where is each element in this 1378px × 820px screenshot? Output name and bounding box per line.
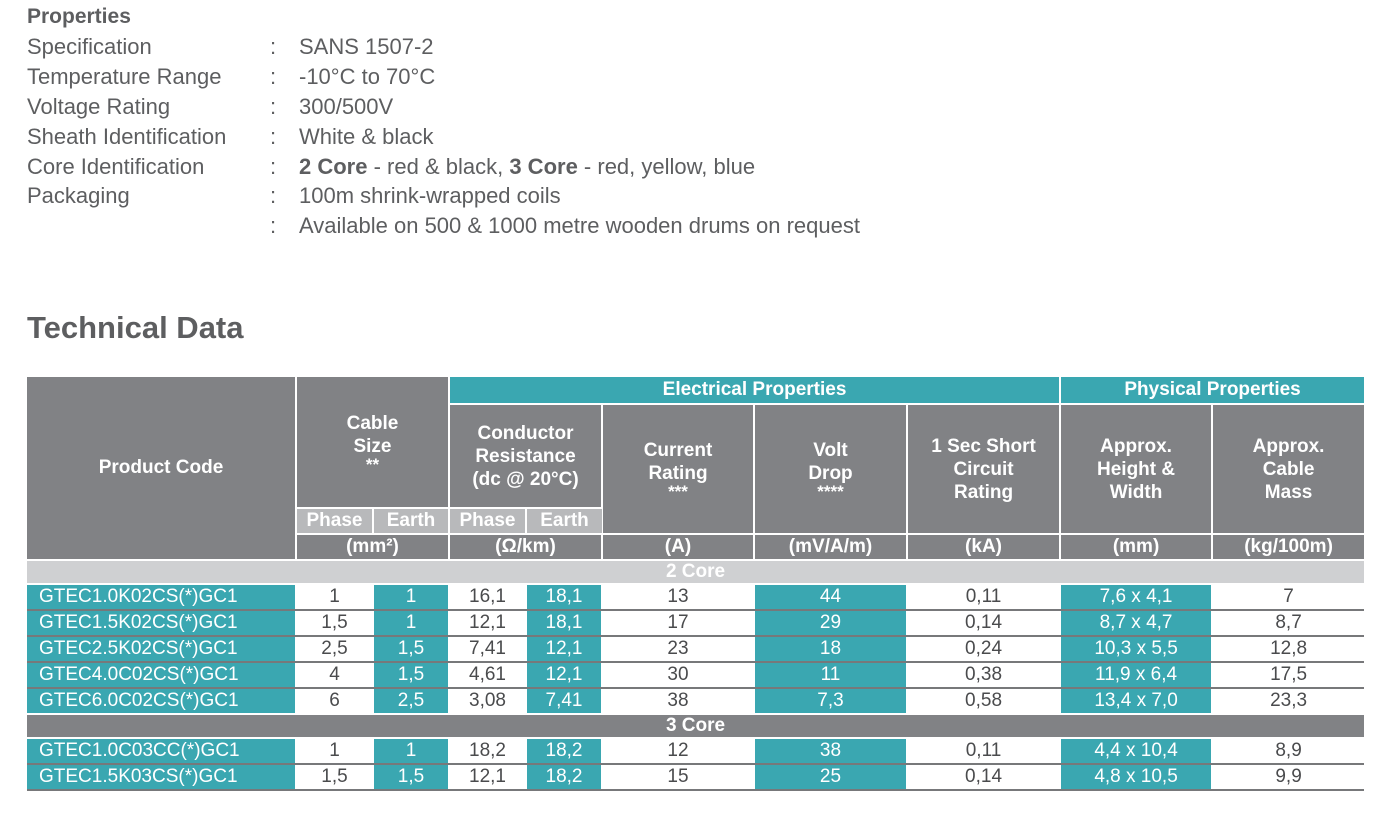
cell-product-code: GTEC6.0C02CS(*)GC1	[27, 688, 296, 714]
prop-separator: :	[270, 213, 277, 238]
cell-earth-size: 2,5	[373, 688, 449, 714]
prop-value: -10°C to 70°C	[299, 64, 436, 89]
unit-ohm-km: (Ω/km)	[449, 534, 602, 560]
prop-label: Temperature Range	[27, 64, 222, 89]
cell-short-circuit: 0,24	[907, 636, 1060, 662]
header-electrical-properties: Electrical Properties	[449, 377, 1060, 404]
technical-data-table	[27, 377, 1364, 791]
cell-volt-drop: 38	[754, 738, 907, 764]
cell-product-code: GTEC1.5K03CS(*)GC1	[27, 764, 296, 790]
cell-phase-resistance: 12,1	[449, 764, 526, 790]
cell-short-circuit: 0,14	[907, 610, 1060, 636]
table-row	[27, 688, 1364, 714]
cell-earth-size: 1,5	[373, 636, 449, 662]
cell-earth-size: 1	[373, 584, 449, 610]
cell-phase-size: 1,5	[296, 764, 373, 790]
header-line: Cable	[346, 413, 399, 434]
cell-phase-size: 1	[296, 738, 373, 764]
cell-current-rating: 12	[602, 738, 754, 764]
cell-earth-resistance: 12,1	[526, 636, 602, 662]
header-height-width	[1060, 404, 1212, 534]
cell-volt-drop: 25	[754, 764, 907, 790]
unit-kg-100m: (kg/100m)	[1212, 534, 1364, 560]
header-line: Cable	[1262, 458, 1315, 480]
header-line: Mass	[1264, 481, 1313, 503]
cell-phase-size: 6	[296, 688, 373, 714]
prop-label: Sheath Identification	[27, 124, 227, 149]
header-phase: Phase	[296, 508, 373, 534]
cell-phase-resistance: 3,08	[449, 688, 526, 714]
cell-earth-resistance: 18,2	[526, 738, 602, 764]
cell-cable-mass: 7	[1212, 584, 1364, 610]
prop-separator: :	[270, 183, 277, 208]
cell-current-rating: 13	[602, 584, 754, 610]
header-conductor-resistance	[449, 404, 602, 508]
cell-product-code: GTEC2.5K02CS(*)GC1	[27, 636, 296, 662]
cell-phase-size: 4	[296, 662, 373, 688]
cell-phase-size: 1	[296, 584, 373, 610]
cell-earth-resistance: 18,1	[526, 584, 602, 610]
header-line: Circuit	[953, 458, 1014, 480]
prop-separator: :	[270, 34, 277, 59]
cell-earth-resistance: 18,1	[526, 610, 602, 636]
cell-earth-size: 1	[373, 610, 449, 636]
cell-height-width: 7,6 x 4,1	[1060, 584, 1212, 610]
prop-separator: :	[270, 124, 277, 149]
cell-earth-size: 1,5	[373, 662, 449, 688]
prop-label: Core Identification	[27, 154, 205, 179]
prop-value-text: - red & black,	[367, 154, 510, 179]
header-line: (dc @ 20°C)	[472, 468, 579, 490]
prop-separator: :	[270, 154, 277, 179]
group-header-3-core: 3 Core	[27, 714, 1364, 738]
cell-current-rating: 38	[602, 688, 754, 714]
header-short-circuit	[907, 404, 1060, 534]
cell-height-width: 4,8 x 10,5	[1060, 764, 1212, 790]
header-cable-size	[296, 377, 449, 508]
cell-current-rating: 30	[602, 662, 754, 688]
header-line: ****	[817, 482, 844, 501]
header-line: Drop	[808, 463, 853, 484]
prop-value-bold: 3 Core	[509, 154, 578, 179]
table-row	[27, 584, 1364, 610]
prop-value	[299, 152, 755, 182]
cell-short-circuit: 0,14	[907, 764, 1060, 790]
cell-phase-resistance: 7,41	[449, 636, 526, 662]
header-line: 1 Sec Short	[931, 435, 1036, 457]
header-line: Conductor	[477, 422, 574, 444]
header-cable-mass	[1212, 404, 1364, 534]
cell-cable-mass: 8,7	[1212, 610, 1364, 636]
prop-value: 300/500V	[299, 94, 394, 119]
cell-product-code: GTEC1.0C03CC(*)GC1	[27, 738, 296, 764]
header-line: Width	[1109, 481, 1163, 503]
cell-product-code: GTEC1.5K02CS(*)GC1	[27, 610, 296, 636]
header-line: Rating	[953, 481, 1014, 503]
unit-mm2: (mm²)	[296, 534, 449, 560]
prop-value: SANS 1507-2	[299, 34, 434, 59]
cell-cable-mass: 8,9	[1212, 738, 1364, 764]
prop-separator: :	[270, 64, 277, 89]
cell-current-rating: 15	[602, 764, 754, 790]
header-line: Approx.	[1100, 435, 1172, 457]
cell-volt-drop: 7,3	[754, 688, 907, 714]
table-row	[27, 738, 1364, 764]
cell-earth-size: 1	[373, 738, 449, 764]
prop-label: Voltage Rating	[27, 94, 171, 119]
cell-height-width: 4,4 x 10,4	[1060, 738, 1212, 764]
prop-separator: :	[270, 94, 277, 119]
header-line: Size	[353, 436, 392, 457]
table-row	[27, 764, 1364, 790]
prop-label: Packaging	[27, 183, 130, 208]
cell-height-width: 11,9 x 6,4	[1060, 662, 1212, 688]
header-line: Approx.	[1252, 435, 1325, 457]
header-line: Rating	[648, 463, 708, 484]
cell-height-width: 8,7 x 4,7	[1060, 610, 1212, 636]
cell-current-rating: 17	[602, 610, 754, 636]
cell-phase-resistance: 18,2	[449, 738, 526, 764]
cell-phase-size: 2,5	[296, 636, 373, 662]
header-earth: Earth	[373, 508, 449, 534]
cell-volt-drop: 11	[754, 662, 907, 688]
header-line: Current	[643, 440, 713, 461]
prop-value-text: - red, yellow, blue	[577, 154, 756, 179]
group-header-2-core: 2 Core	[27, 560, 1364, 584]
cell-short-circuit: 0,58	[907, 688, 1060, 714]
header-volt-drop	[754, 404, 907, 534]
header-product-code: Product Code	[27, 377, 296, 560]
table-row	[27, 636, 1364, 662]
unit-ka: (kA)	[907, 534, 1060, 560]
cell-product-code: GTEC4.0C02CS(*)GC1	[27, 662, 296, 688]
header-line: Volt	[813, 440, 848, 461]
table-row	[27, 662, 1364, 688]
cell-product-code: GTEC1.0K02CS(*)GC1	[27, 584, 296, 610]
cell-height-width: 10,3 x 5,5	[1060, 636, 1212, 662]
cell-height-width: 13,4 x 7,0	[1060, 688, 1212, 714]
cell-earth-size: 1,5	[373, 764, 449, 790]
cell-volt-drop: 18	[754, 636, 907, 662]
header-current-rating	[602, 404, 754, 534]
cell-cable-mass: 23,3	[1212, 688, 1364, 714]
header-line: Height &	[1097, 458, 1176, 480]
cell-short-circuit: 0,11	[907, 584, 1060, 610]
cell-phase-resistance: 16,1	[449, 584, 526, 610]
prop-value: White & black	[299, 124, 434, 149]
prop-label: Specification	[27, 34, 152, 59]
cell-short-circuit: 0,38	[907, 662, 1060, 688]
prop-value: Available on 500 & 1000 metre wooden drums on request	[299, 213, 860, 238]
header-phase: Phase	[449, 508, 526, 534]
table-row	[27, 610, 1364, 636]
cell-phase-size: 1,5	[296, 610, 373, 636]
prop-value-bold: 2 Core	[299, 154, 368, 179]
unit-mm: (mm)	[1060, 534, 1212, 560]
header-line: ***	[668, 482, 688, 501]
unit-a: (A)	[602, 534, 754, 560]
header-line: **	[365, 455, 380, 474]
header-physical-properties: Physical Properties	[1060, 377, 1364, 404]
cell-earth-resistance: 18,2	[526, 764, 602, 790]
cell-cable-mass: 9,9	[1212, 764, 1364, 790]
cell-earth-resistance: 7,41	[526, 688, 602, 714]
cell-cable-mass: 17,5	[1212, 662, 1364, 688]
unit-mv-a-m: (mV/A/m)	[754, 534, 907, 560]
cell-volt-drop: 44	[754, 584, 907, 610]
cell-phase-resistance: 12,1	[449, 610, 526, 636]
header-earth: Earth	[526, 508, 602, 534]
cell-cable-mass: 12,8	[1212, 636, 1364, 662]
cell-short-circuit: 0,11	[907, 738, 1060, 764]
prop-value: 100m shrink-wrapped coils	[299, 183, 561, 208]
cell-earth-resistance: 12,1	[526, 662, 602, 688]
header-line: Resistance	[475, 445, 576, 467]
cell-current-rating: 23	[602, 636, 754, 662]
properties-title: Properties	[27, 5, 131, 28]
cell-phase-resistance: 4,61	[449, 662, 526, 688]
technical-data-title: Technical Data	[27, 310, 244, 345]
cell-volt-drop: 29	[754, 610, 907, 636]
